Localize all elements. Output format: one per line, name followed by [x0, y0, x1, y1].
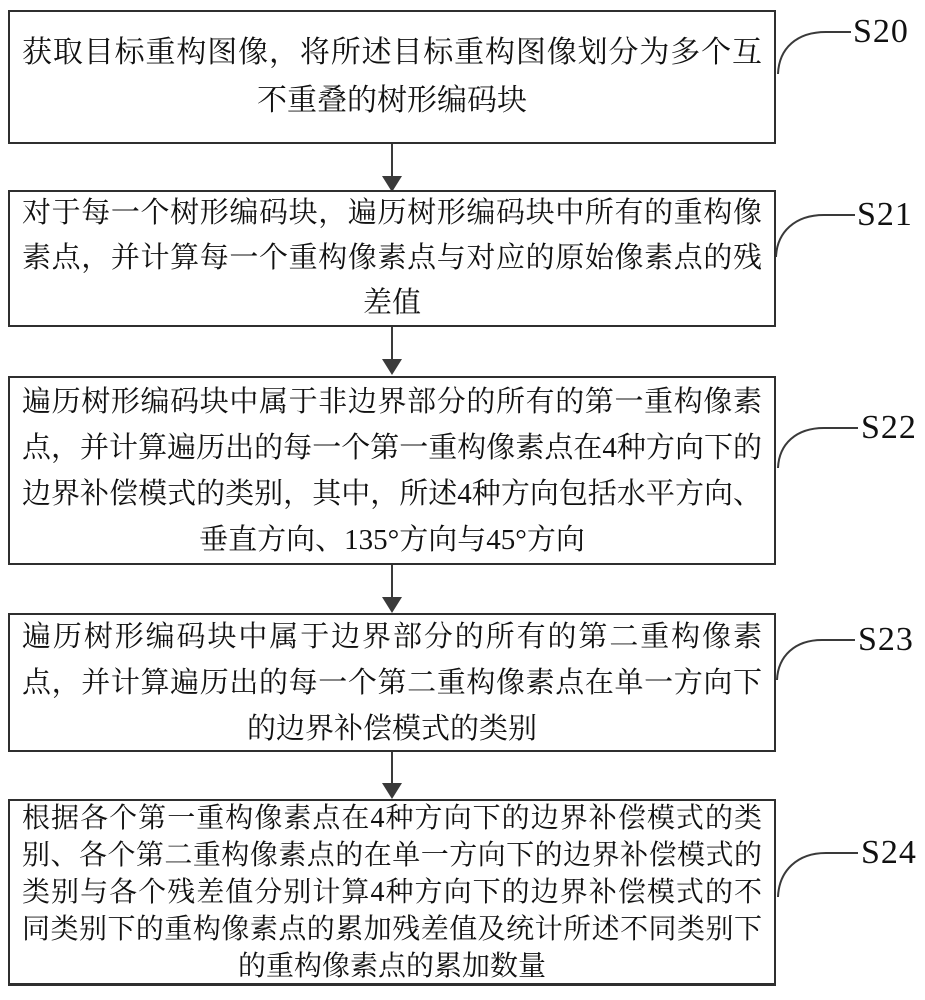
step-label-s22: S22	[861, 409, 917, 446]
connector-s20	[778, 32, 851, 74]
step-text-s22: 遍历树形编码块中属于非边界部分的所有的第一重构像素点，并计算遍历出的每一个第一重构像素点在4种方向下的边界补偿模式的类别，其中，所述4种方向包括水平方向、垂直方向、135°方向与45°方向	[22, 385, 762, 556]
connector-s22	[778, 428, 858, 468]
connector-s21	[776, 215, 855, 257]
arrow-head-4	[382, 783, 402, 799]
step-label-s24: S24	[861, 834, 917, 871]
connector-s24	[778, 853, 858, 897]
step-box-s24	[8, 799, 776, 986]
step-label-s23: S23	[858, 621, 914, 658]
step-box-s21	[8, 190, 776, 327]
connector-s23	[777, 640, 855, 680]
step-connectors	[776, 32, 858, 897]
step-label-s21: S21	[857, 196, 913, 233]
step-text-s21: 对于每一个树形编码块，遍历树形编码块中所有的重构像素点，并计算每一个重构像素点与对应的原始像素点的残差值	[22, 197, 762, 319]
step-text-s20: 获取目标重构图像，将所述目标重构图像划分为多个互不重叠的树形编码块	[22, 36, 762, 117]
step-box-s23	[8, 613, 776, 752]
step-box-s22	[8, 376, 776, 565]
step-text-s23: 遍历树形编码块中属于边界部分的所有的第二重构像素点，并计算遍历出的每一个第二重构像素点在单一方向下的边界补偿模式的类别	[22, 620, 762, 745]
step-box-s20	[8, 10, 776, 144]
step-label-s20: S20	[853, 13, 909, 50]
arrow-head-2	[382, 359, 402, 375]
step-text-s24: 根据各个第一重构像素点在4种方向下的边界补偿模式的类别、各个第二重构像素点的在单一方向下的边界补偿模式的类别与各个残差值分别计算4种方向下的边界补偿模式的不同类别下的重构像素点的累加残差值及统计所述不同类别下的重构像素点的累加数量	[22, 802, 762, 982]
arrow-head-3	[382, 597, 402, 613]
